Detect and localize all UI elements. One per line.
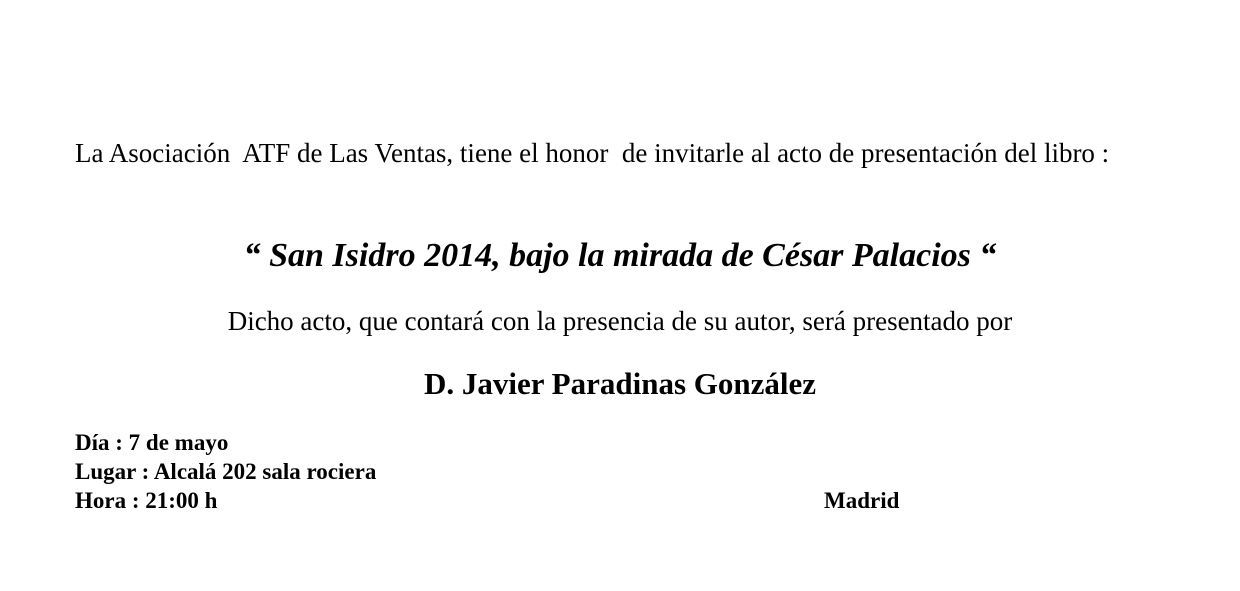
event-day: Día : 7 de mayo xyxy=(75,430,229,455)
presenter-sentence: Dicho acto, que contará con la presencia de su autor, será presentado por xyxy=(227,306,1013,336)
event-place: Lugar : Alcalá 202 sala rociera xyxy=(75,459,377,484)
event-time: Hora : 21:00 h xyxy=(75,488,218,513)
presenter-name: D. Javier Paradinas González xyxy=(423,366,817,401)
event-details xyxy=(75,428,376,515)
event-city: Madrid xyxy=(824,488,900,513)
intro-paragraph: La Asociación ATF de Las Ventas, tiene el honor de invitarle al acto de presentación del libro : xyxy=(75,138,1110,168)
book-title: “ San Isidro 2014, bajo la mirada de César Palacios “ xyxy=(243,237,997,274)
